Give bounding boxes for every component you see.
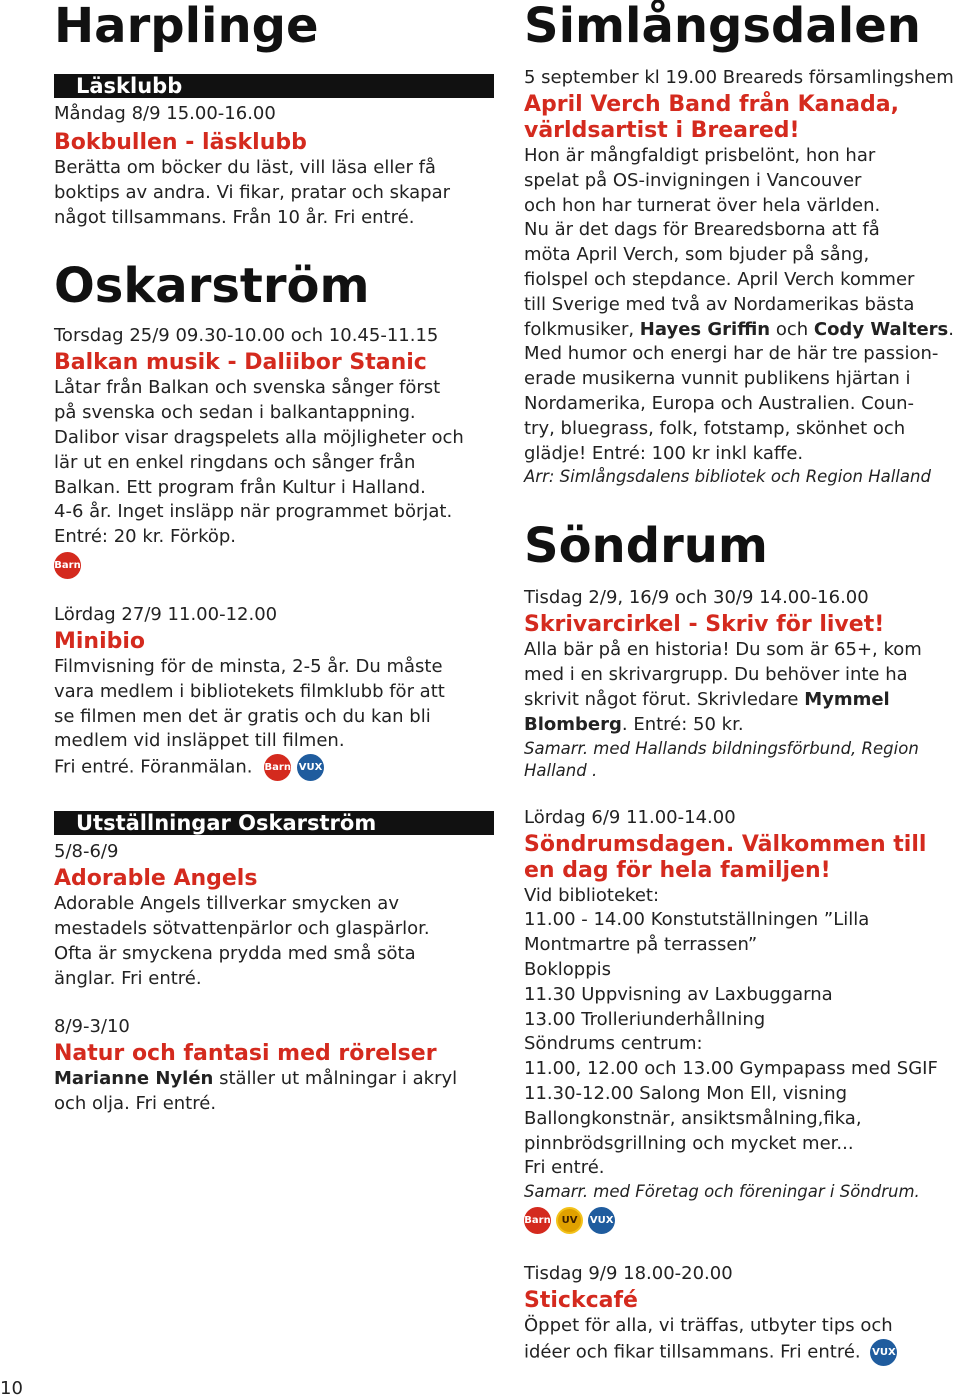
event-line: något tillsammans. Från 10 år. Fri entré. bbox=[54, 206, 415, 228]
uv-badge-icon: UV bbox=[556, 1207, 583, 1234]
event-line: Dalibor visar dragspelets alla möjligheter och bbox=[54, 426, 464, 448]
event-line: glädje! Entré: 100 kr inkl kaffe. bbox=[524, 442, 804, 464]
event-line-text: . bbox=[948, 318, 954, 340]
event-line: Nu är det dags för Brearedsborna att få bbox=[524, 219, 880, 241]
vux-badge-icon: VUX bbox=[870, 1339, 897, 1366]
event-line: 11.00 - 14.00 Konstutställningen ”Lilla bbox=[524, 909, 870, 931]
event-line: Vid biblioteket: bbox=[524, 884, 660, 906]
event-date: Lördag 6/9 11.00-14.00 bbox=[524, 806, 736, 828]
event-line: erade musikerna vunnit publikens hjärtan i bbox=[524, 368, 911, 390]
leader-name: Blomberg bbox=[524, 713, 622, 735]
event-title: Natur och fantasi med rörelser bbox=[54, 1041, 437, 1067]
left-column bbox=[54, 0, 494, 1117]
event-line: Söndrums centrum: bbox=[524, 1033, 703, 1055]
vux-badge-icon: VUX bbox=[297, 754, 324, 781]
event-line: möta April Verch, som bjuder på sång, bbox=[524, 244, 870, 266]
event-line: 13.00 Trolleriunderhållning bbox=[524, 1008, 766, 1030]
section-bar-lasklubb: Läsklubb bbox=[54, 74, 494, 98]
organizer-note: Samarr. med Hallands bildningsförbund, Region bbox=[524, 738, 919, 758]
event-line: Montmartre på terrassen” bbox=[524, 934, 758, 956]
event-line: Öppet för alla, vi träffas, utbyter tips och bbox=[524, 1315, 893, 1337]
event-line: Filmvisning för de minsta, 2-5 år. Du måste bbox=[54, 655, 443, 677]
event-line-text: ställer ut målningar i akryl bbox=[213, 1068, 458, 1090]
event-line-text: . Entré: 50 kr. bbox=[621, 713, 744, 735]
event-line: och hon har turnerat över hela världen. bbox=[524, 194, 881, 216]
page-number: 10 bbox=[0, 1378, 23, 1399]
event-line bbox=[524, 688, 954, 713]
event-line: Nordamerika, Europa och Australien. Coun- bbox=[524, 392, 915, 414]
event-line-text: Fri entré. Föranmälan. bbox=[54, 756, 253, 778]
event-line: och olja. Fri entré. bbox=[54, 1093, 217, 1115]
section-title-simlangsdalen: Simlångsdalen bbox=[524, 0, 921, 54]
event-title: Adorable Angels bbox=[54, 866, 258, 892]
event-line: boktips av andra. Vi fikar, pratar och skapar bbox=[54, 181, 451, 203]
event-line-text: skrivit något förut. Skrivledare bbox=[524, 688, 805, 710]
section-title-sondrum: Söndrum bbox=[524, 518, 768, 575]
event-line: med i en skrivargrupp. Du behöver inte ha bbox=[524, 664, 908, 686]
event-line: try, bluegrass, folk, fotstamp, skönhet och bbox=[524, 417, 906, 439]
event-date: Måndag 8/9 15.00-16.00 bbox=[54, 103, 276, 124]
event-line: Bokloppis bbox=[524, 958, 612, 980]
barn-badge-icon: Barn bbox=[524, 1207, 551, 1234]
section-title-oskarstrom: Oskarström bbox=[54, 258, 370, 315]
event-line: vara medlem i bibliotekets filmklubb för att bbox=[54, 680, 445, 702]
event-date: Lördag 27/9 11.00-12.00 bbox=[54, 603, 278, 625]
event-line: på svenska och sedan i balkantappning. bbox=[54, 402, 416, 424]
event-line: Adorable Angels tillverkar smycken av bbox=[54, 893, 399, 915]
section-bar-utstallningar: Utställningar Oskarström bbox=[54, 811, 494, 835]
event-line: se filmen men det är gratis och du kan bli bbox=[54, 705, 431, 727]
event-line: 11.00, 12.00 och 13.00 Gympapass med SGIF bbox=[524, 1058, 938, 1080]
event-date: Tisdag 2/9, 16/9 och 30/9 14.00-16.00 bbox=[524, 587, 869, 609]
event-line-text: idéer och fikar tillsammans. Fri entré. bbox=[524, 1341, 861, 1363]
event-title: Bokbullen - läsklubb bbox=[54, 130, 307, 155]
event-date: Tisdag 9/9 18.00-20.00 bbox=[524, 1263, 733, 1285]
event-date: 5 september kl 19.00 Breareds församlingshem bbox=[524, 67, 954, 88]
event-date: 5/8-6/9 bbox=[54, 841, 119, 863]
event-line: Ballongkonstnär, ansiktsmålning,fika, bbox=[524, 1107, 862, 1129]
event-title: Stickcafé bbox=[524, 1288, 638, 1314]
event-line: Berätta om böcker du läst, vill läsa eller få bbox=[54, 157, 436, 178]
organizer-note: Arr: Simlångsdalens bibliotek och Region Halland bbox=[524, 467, 931, 487]
event-line: Med humor och energi har de här tre passion- bbox=[524, 343, 939, 365]
organizer-note: Halland . bbox=[524, 760, 598, 780]
event-date: Torsdag 25/9 09.30-10.00 och 10.45-11.15 bbox=[54, 325, 439, 347]
leader-name: Mymmel bbox=[804, 688, 890, 710]
event-line-text: folkmusiker, bbox=[524, 318, 640, 340]
event-title: April Verch Band från Kanada, bbox=[524, 92, 899, 117]
barn-badge-icon: Barn bbox=[264, 754, 291, 781]
barn-badge-icon: Barn bbox=[54, 552, 81, 579]
event-line: Alla bär på en historia! Du som är 65+, kom bbox=[524, 639, 922, 661]
event-line: 11.30-12.00 Salong Mon Ell, visning bbox=[524, 1082, 848, 1104]
event-line: 11.30 Uppvisning av Laxbuggarna bbox=[524, 983, 833, 1005]
event-title: Skrivarcirkel - Skriv för livet! bbox=[524, 612, 885, 638]
badge-row bbox=[524, 1207, 954, 1234]
event-date: 8/9-3/10 bbox=[54, 1016, 130, 1038]
event-line: pinnbrödsgrillning och mycket mer... bbox=[524, 1132, 854, 1154]
badge-row bbox=[54, 552, 494, 579]
event-title: Balkan musik - Daliibor Stanic bbox=[54, 350, 427, 376]
event-title: Söndrumsdagen. Välkommen till bbox=[524, 831, 927, 857]
musician-name: Cody Walters bbox=[813, 318, 949, 340]
event-title: världsartist i Breared! bbox=[524, 118, 800, 143]
event-line: medlem vid insläppet till filmen. bbox=[54, 730, 345, 752]
artist-name: Marianne Nylén bbox=[54, 1068, 214, 1090]
event-title: en dag för hela familjen! bbox=[524, 857, 831, 883]
event-line: fiolspel och stepdance. April Verch kommer bbox=[524, 268, 915, 290]
right-column bbox=[524, 0, 954, 1366]
event-line: änglar. Fri entré. bbox=[54, 967, 202, 989]
event-line: Låtar från Balkan och svenska sånger först bbox=[54, 377, 441, 399]
event-title: Minibio bbox=[54, 628, 146, 654]
event-line: Balkan. Ett program från Kultur i Halland. bbox=[54, 476, 426, 498]
event-line: lär ut en enkel ringdans och sånger från bbox=[54, 451, 416, 473]
event-line-text: och bbox=[770, 318, 814, 340]
event-line: Hon är mångfaldigt prisbelönt, hon har bbox=[524, 145, 876, 166]
event-line-with-badges bbox=[524, 1339, 954, 1366]
event-line: 4-6 år. Inget insläpp när programmet börjat. bbox=[54, 501, 453, 523]
event-line: Fri entré. bbox=[524, 1157, 605, 1179]
organizer-note: Samarr. med Företag och föreningar i Söndrum. bbox=[524, 1182, 920, 1202]
section-title-harplinge: Harplinge bbox=[54, 0, 319, 54]
vux-badge-icon: VUX bbox=[588, 1207, 615, 1234]
event-line bbox=[524, 318, 954, 343]
event-line bbox=[54, 1067, 494, 1092]
event-line: spelat på OS-invigningen i Vancouver bbox=[524, 169, 862, 191]
event-line: Ofta är smyckena prydda med små söta bbox=[54, 942, 416, 964]
musician-name: Hayes Griffin bbox=[639, 318, 771, 340]
event-line: mestadels sötvattenpärlor och glaspärlor. bbox=[54, 917, 430, 939]
event-line: Entré: 20 kr. Förköp. bbox=[54, 526, 237, 548]
event-line-with-badges bbox=[54, 754, 494, 781]
event-line: till Sverige med två av Nordamerikas bästa bbox=[524, 293, 915, 315]
event-line bbox=[524, 713, 954, 738]
